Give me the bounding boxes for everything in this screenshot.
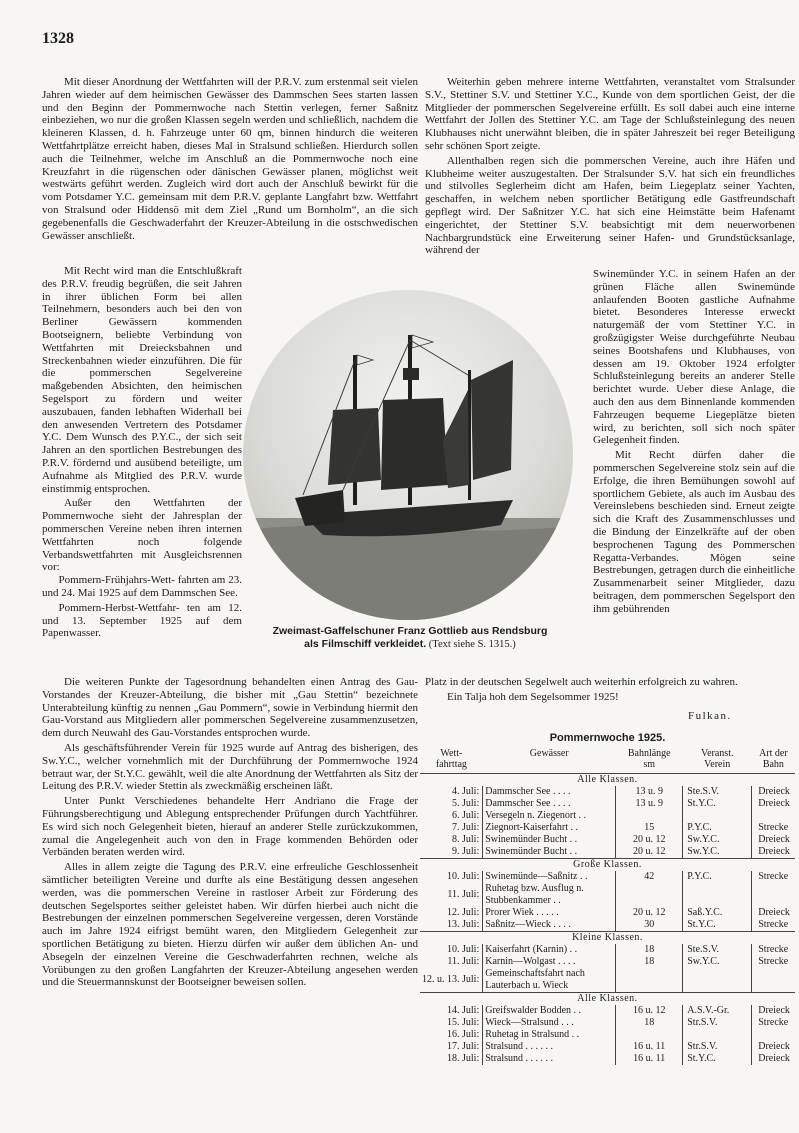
table-cell-club bbox=[683, 968, 752, 993]
section-label: Kleine Klassen. bbox=[420, 932, 795, 945]
table-cell-date: 12. Juli: bbox=[420, 907, 483, 919]
paragraph: Platz in der deutschen Segelwelt auch weiterhin erfolgreich zu wahren. bbox=[425, 676, 738, 688]
table-cell-date: 4. Juli: bbox=[420, 786, 483, 798]
table-header-cell: Bahnlänge sm bbox=[616, 746, 683, 774]
table-cell-water: Karnin—Wolgast . . . . bbox=[483, 956, 616, 968]
table-cell-course: Dreieck bbox=[758, 1005, 790, 1016]
table-cell-club: Str.S.V. bbox=[683, 1041, 752, 1053]
table-cell-date: 18. Juli: bbox=[420, 1053, 483, 1065]
section-label: Große Klassen. bbox=[420, 859, 795, 872]
paragraph: Außer den Wettfahrten der Pommernwoche sieht der Jahresplan der pommerschen Vereine neben ihren internen Wettfahrten noch folgende Verbandswettfahrten mit Ausgleichsrennen vor: bbox=[42, 497, 242, 574]
paragraph: Allenthalben regen sich die pommerschen Vereine, auch ihre Häfen und Klubheime weiter auszugestalten. Der Stralsunder S.V. hat sich ein freundliches und stilvolles Seglerheim dicht am Hafen, beim Liegeplatz seiner Yachten, geschaffen, in welchem neben sportlicher Betätigung edle Gastfreundschaft gepflegt wird. Der Saßnitzer Y.C. hat sich eine Heimstätte beim Hafenamt eingerichtet, der Stettiner S.V. beabsichtigt mit dem neuerworbenen Nachbargrundstück eine Erweiterung seiner Hafen- und Grundstücksanlage, während der bbox=[425, 154, 795, 257]
table-cell-date: 8. Juli: bbox=[420, 834, 483, 846]
table-row bbox=[420, 786, 795, 798]
section-label: Alle Klassen. bbox=[420, 993, 795, 1006]
table-row bbox=[420, 846, 795, 859]
table-row bbox=[420, 944, 795, 956]
paragraph: Swinemünder Y.C. in seinem Hafen an der grünen Fläche allen Swinemünde anlaufenden Booten gastliche Aufnahme bietet. Besonderes Interesse erweckt naturgemäß der vom Stettiner Y.C. in großzügigster Weise durchgeführte Neubau seines Bootshafens und Klubhauses, von dessen am 19. Oktober 1924 erfolgter Schlußsteinlegung bereits an anderer Stelle berichtet wurde. Ueber diese Anlage, die auch den aus dem Binnenlande kommenden Fahrzeugen bequeme Liegeplätze bieten wird, zu berichten, soll sich noch später Gelegenheit finden. bbox=[593, 268, 795, 447]
paragraph: Die weiteren Punkte der Tagesordnung behandelten einen Antrag des Gau-Vorstandes der Kreuzer-Abteilung, die bisher mit „Gau Stettin“ bezeichnete Unterabteilung künftig zu nennen „Gau Pommern“, sowie in Verbindung hiermit den Gau-Vorstand aus Mitgliedern aller pommerschen Segelvereine zusammenzusetzen, dem durch Neuwahl des Gau-Vorstandes entsprochen wurde. bbox=[42, 676, 418, 740]
table-cell-course: Strecke bbox=[758, 822, 789, 833]
table-cell-date: 11. Juli: bbox=[420, 883, 483, 907]
table-cell-len bbox=[616, 883, 683, 907]
table-cell-len: 20 u. 12 bbox=[616, 907, 683, 919]
table-cell-club: A.S.V.-Gr. bbox=[683, 1005, 752, 1017]
article-left-bottom bbox=[42, 676, 418, 989]
table-cell-water: Dammscher See . . . . bbox=[483, 786, 616, 798]
table-cell-date: 6. Juli: bbox=[420, 810, 483, 822]
table-cell-date: 17. Juli: bbox=[420, 1041, 483, 1053]
table-cell-water: Ziegnort-Kaiserfahrt . . bbox=[483, 822, 616, 834]
table-cell-course bbox=[752, 810, 795, 822]
article-right-narrow bbox=[593, 268, 795, 616]
table-cell-course bbox=[752, 1029, 795, 1041]
table-row bbox=[420, 834, 795, 846]
table-cell-len: 15 bbox=[616, 822, 683, 834]
table-cell-course: Strecke bbox=[758, 919, 789, 930]
table-cell-club bbox=[683, 883, 752, 907]
article-right-closing bbox=[425, 676, 795, 704]
table-row bbox=[420, 1041, 795, 1053]
table-cell-water: Swinemünder Bucht . . bbox=[483, 834, 616, 846]
table-cell-date: 7. Juli: bbox=[420, 822, 483, 834]
table-cell-course: Dreieck bbox=[758, 798, 790, 809]
event-continuation: fahrten am 23. und 24. Mai 1925 auf dem Dammschen See. bbox=[42, 574, 242, 599]
schooner-photo bbox=[243, 290, 573, 620]
table-cell-len: 18 bbox=[616, 956, 683, 968]
table-row bbox=[420, 1005, 795, 1017]
table-row bbox=[420, 968, 795, 993]
table-cell-club bbox=[683, 1029, 752, 1041]
table-cell-club: Sw.Y.C. bbox=[683, 956, 752, 968]
table-cell-date: 9. Juli: bbox=[420, 846, 483, 859]
table-row bbox=[420, 810, 795, 822]
page-number: 1328 bbox=[42, 30, 74, 47]
table-cell-date: 15. Juli: bbox=[420, 1017, 483, 1029]
table-row bbox=[420, 871, 795, 883]
table-cell-course: Dreieck bbox=[758, 1053, 790, 1064]
table-cell-course: Dreieck bbox=[758, 907, 790, 918]
table-row bbox=[420, 1053, 795, 1065]
paragraph: Als geschäftsführender Verein für 1925 wurde auf Antrag des bisherigen, des Sw.Y.C., welcher vornehmlich mit der Durchführung der Pommernwoche 1924 betraut war, der St.Y.C. gewählt, weil die alte Anordnung der Wettfahrten als Sitz der Leitung des P.R.V. wieder Stettin als zweckmäßig erscheinen läßt. bbox=[42, 741, 418, 793]
table-header-row bbox=[420, 746, 795, 774]
table-cell-len bbox=[616, 968, 683, 993]
table-cell-water: Dammscher See . . . . bbox=[483, 798, 616, 810]
event-first-line: Pommern-Frühjahrs-Wett- bbox=[58, 574, 175, 587]
table-cell-water: Swinemünder Bucht . . bbox=[483, 846, 616, 859]
table-cell-club: St.Y.C. bbox=[683, 919, 752, 932]
table-cell-len: 20 u. 12 bbox=[616, 846, 683, 859]
paragraph: Mit Recht wird man die Entschlußkraft des P.R.V. freudig begrüßen, die seit Jahren in ihrer üblichen Form bei allen Teilnehmern, besonders auch bei den von Berliner Gewässern kommenden Bootseignern, beliebte Verbindung von Wettfahrten mit Dreiecksbahnen und Streckenbahnen wieder einzuführen. Die für die pommerschen Segelvereine maßgebenden Absichten, den heimischen Segelsport zu fördern und weiter auszubauen, fanden lebhaften Widerhall bei den anwesenden Vertretern des Potsdamer Y.C. Dem Wunsch des P.Y.C., der sich seit Jahren an den sportlichen Bestrebungen des P.R.V. fördernd und ausübend beteiligte, um Aufnahme als Mitglied des P.R.V. wurde einstimmig entsprochen. bbox=[42, 265, 242, 495]
table-section-row bbox=[420, 859, 795, 872]
table-cell-club: Saß.Y.C. bbox=[683, 907, 752, 919]
table-cell-course bbox=[752, 883, 795, 907]
table-cell-date: 14. Juli: bbox=[420, 1005, 483, 1017]
table-row bbox=[420, 919, 795, 932]
table-cell-len: 13 u. 9 bbox=[616, 798, 683, 810]
table-cell-date: 13. Juli: bbox=[420, 919, 483, 932]
table-cell-len bbox=[616, 1029, 683, 1041]
table-cell-course: Dreieck bbox=[758, 834, 790, 845]
table-header-cell: Wett- fahrttag bbox=[420, 746, 483, 774]
table-section-row bbox=[420, 993, 795, 1006]
table-cell-club bbox=[683, 810, 752, 822]
table-header-cell: Gewässer bbox=[483, 746, 616, 774]
table-cell-course: Strecke bbox=[758, 956, 789, 967]
table-cell-len bbox=[616, 810, 683, 822]
caption-title: Zweimast-Gaffelschuner Franz Gottlieb aus Rendsburg bbox=[272, 625, 548, 637]
table-cell-len: 18 bbox=[616, 944, 683, 956]
table-cell-len: 30 bbox=[616, 919, 683, 932]
table-title: Pommernwoche 1925. bbox=[549, 732, 666, 744]
paragraph: Mit Recht dürfen daher die pommerschen Segelvereine stolz sein auf die Erfolge, die ihren Bemühungen sowohl auf sportlichem Gebiete, als auch im Ausbau des Vereinslebens beschieden sind. Erneut zeigte sich die Kraft des Zusammenschlusses und die Bindung der Einzelkräfte auf der oben besprochenen Tagung des Pommerschen Regatta-Verbandes. Mögen seine Bestrebungen, getragen durch die einheitliche Zusammenarbeit seiner Mitglieder, dazu beitragen, dem pommerschen Segelsport den ihm gebührenden bbox=[593, 449, 795, 615]
photo-caption bbox=[250, 625, 570, 651]
table-cell-water: Wieck—Stralsund . . . bbox=[483, 1017, 616, 1029]
table-cell-club: Sw.Y.C. bbox=[683, 846, 752, 859]
table-cell-course: Dreieck bbox=[758, 786, 790, 797]
table-cell-date: 5. Juli: bbox=[420, 798, 483, 810]
table-cell-club: Sw.Y.C. bbox=[683, 834, 752, 846]
table-cell-water: Gemeinschaftsfahrt nach Lauterbach u. Wieck bbox=[483, 968, 616, 993]
author-signature: Fulkan. bbox=[688, 710, 732, 722]
table-row bbox=[420, 822, 795, 834]
table-cell-water: Saßnitz—Wieck . . . . bbox=[483, 919, 616, 932]
table-cell-course: Dreieck bbox=[758, 846, 790, 857]
table-cell-len: 42 bbox=[616, 871, 683, 883]
table-row bbox=[420, 798, 795, 810]
table-cell-course bbox=[752, 968, 795, 993]
caption-line2: als Filmschiff verkleidet. bbox=[304, 638, 427, 650]
paragraph: Mit dieser Anordnung der Wettfahrten will der P.R.V. zum erstenmal seit vielen Jahren wieder auf dem heimischen Gewässer des Dammschen Sees starten lassen und den Beginn der Pommernwoche nach Stettin verlegen, ferner Saßnitz einbeziehen, wo nur die großen Klassen segeln werden und schließlich, nachdem die kleineren Klassen, d. h. Fahrzeuge unter 60 qm, binnen hindurch die weiteren Wettfahrtplätze erreicht haben, dieses Mal in Stralsund schließen. Hierdurch sollen auch die Teilnehmer, welche im Anschluß an die Pommernwoche noch eine Kreuzfahrt in die rügenschen oder dänischen Gewässer planen, möglichst weit westwärts geführt werden. Zugleich wird dort auch der Anschluß bewirkt für die vom Potsdamer Y.C. gemeinsam mit dem P.R.V. geplante Langfahrt bzw. Wettfahrt von Stralsund oder Hiddensö mit dem Ziel „Rund um Bornholm“, an die sich gegebenenfalls die Geschwaderfahrt der Kreuzer-Abteilung in die ostschwedischen Gewässer anschließt. bbox=[42, 76, 418, 242]
article-right-top bbox=[425, 76, 795, 257]
ship-illustration bbox=[243, 290, 573, 620]
table-cell-water: Ruhetag bzw. Ausflug n. Stubbenkammer . . bbox=[483, 883, 616, 907]
table-cell-len: 20 u. 12 bbox=[616, 834, 683, 846]
regatta-schedule-table bbox=[420, 746, 795, 1065]
paragraph: Unter Punkt Verschiedenes behandelte Herr Andriano die Frage der Führungsberechtigung und Ablegung entsprechender Prüfungen durch Yachtführer. Es wird sich noch Gelegenheit bieten, hierauf an anderer Stelle zurückzukommen, zumal die Angelegenheit auch von den in Frage kommenden Behörden oder Verbänden beraten werden wird. bbox=[42, 795, 418, 859]
table-cell-water: Greifswalder Bodden . . bbox=[483, 1005, 616, 1017]
table-cell-water: Stralsund . . . . . . bbox=[483, 1053, 616, 1065]
table-row bbox=[420, 956, 795, 968]
table-cell-water: Swinemünde—Saßnitz . . bbox=[483, 871, 616, 883]
paragraph: Alles in allem zeigte die Tagung des P.R.V. eine erfreuliche Geschlossenheit sämtlicher beteiligten Vereine und durfte als eine Bestätigung dessen angesehen werden, was die pommerschen Vereine in rastloser Arbeit zur Förderung des deutschen Segelsportes seither geleistet haben. Wir dürfen hierbei auch nicht die Bestrebungen der einzelnen pommerschen Segelvereine vergessen, deren Vorstände auch im Jahre 1924 eifrigst bemüht waren, den Mitgliedern Gelegenheit zur sportlichen Betätigung zu bieten. Hierzu dürfen wir außer dem üblichen An- und Absegeln der einzelnen Vereine die Geschwaderfahrten rechnen, welche als Vorübungen zu den großen Langfahrten der Kreuzer-Abteilung angesehen werden und die Steuermannskunst der Bootseigner beweisen sollen. bbox=[42, 861, 418, 989]
table-cell-course: Strecke bbox=[758, 944, 789, 955]
paragraph: Weiterhin geben mehrere interne Wettfahrten, veranstaltet vom Stralsunder S.V., Stettiner S.V. und Stettiner Y.C., Kunde von dem sportlichen Geist, der die Mitglieder der pommerschen Segelvereine erfüllt. Es soll dabei auch eine interne Wettfahrt der Jollen des Stettiner Y.C. am Tage der Schlußsteinlegung des neuen Klubhauses nicht unerwähnt bleiben, die in später Jahreszeit bei reger Beteiligung sehr schönen Sport zeigte. bbox=[425, 76, 795, 152]
table-cell-water: Kaiserfahrt (Karnin) . . bbox=[483, 944, 616, 956]
caption-reference: (Text siehe S. 1315.) bbox=[428, 639, 516, 650]
article-left-top bbox=[42, 76, 418, 242]
table-cell-water: Versegeln n. Ziegenort . . bbox=[483, 810, 616, 822]
table-cell-len: 13 u. 9 bbox=[616, 786, 683, 798]
table-row bbox=[420, 1029, 795, 1041]
table-cell-club: Str.S.V. bbox=[683, 1017, 752, 1029]
event-continuation: ten am 12. und 13. September 1925 auf dem Papenwasser. bbox=[42, 601, 242, 640]
table-cell-date: 11. Juli: bbox=[420, 956, 483, 968]
event-first-line: Pommern-Herbst-Wettfahr- bbox=[58, 601, 180, 614]
event-list-item bbox=[42, 602, 242, 640]
table-header-cell: Veranst. Verein bbox=[683, 746, 752, 774]
table-cell-club: St.Y.C. bbox=[683, 1053, 752, 1065]
table-cell-date: 12. u. 13. Juli: bbox=[420, 968, 483, 993]
table-header-cell: Art der Bahn bbox=[752, 746, 795, 774]
table-cell-date: 10. Juli: bbox=[420, 871, 483, 883]
table-cell-date: 10. Juli: bbox=[420, 944, 483, 956]
table-cell-course: Strecke bbox=[758, 871, 789, 882]
table-cell-water: Ruhetag in Stralsund . . bbox=[483, 1029, 616, 1041]
table-cell-club: St.Y.C. bbox=[683, 798, 752, 810]
table-cell-len: 16 u. 12 bbox=[616, 1005, 683, 1017]
table-section-row bbox=[420, 932, 795, 945]
article-left-narrow bbox=[42, 265, 242, 640]
table-section-row bbox=[420, 774, 795, 787]
table-cell-len: 16 u. 11 bbox=[616, 1053, 683, 1065]
table-cell-date: 16. Juli: bbox=[420, 1029, 483, 1041]
table-cell-water: Stralsund . . . . . . bbox=[483, 1041, 616, 1053]
paragraph: Ein Talja hoh dem Segelsommer 1925! bbox=[447, 690, 619, 703]
table-cell-len: 18 bbox=[616, 1017, 683, 1029]
table-cell-club: Ste.S.V. bbox=[683, 786, 752, 798]
table-cell-course: Dreieck bbox=[758, 1041, 790, 1052]
table-cell-course: Strecke bbox=[758, 1017, 789, 1028]
event-list-item bbox=[42, 574, 242, 600]
table-row bbox=[420, 1017, 795, 1029]
table-cell-club: P.Y.C. bbox=[683, 871, 752, 883]
table-cell-club: P.Y.C. bbox=[683, 822, 752, 834]
table-row bbox=[420, 907, 795, 919]
section-label: Alle Klassen. bbox=[420, 774, 795, 787]
table-row bbox=[420, 883, 795, 907]
table-cell-water: Prorer Wiek . . . . . bbox=[483, 907, 616, 919]
table-cell-len: 16 u. 11 bbox=[616, 1041, 683, 1053]
table-cell-club: Ste.S.V. bbox=[683, 944, 752, 956]
